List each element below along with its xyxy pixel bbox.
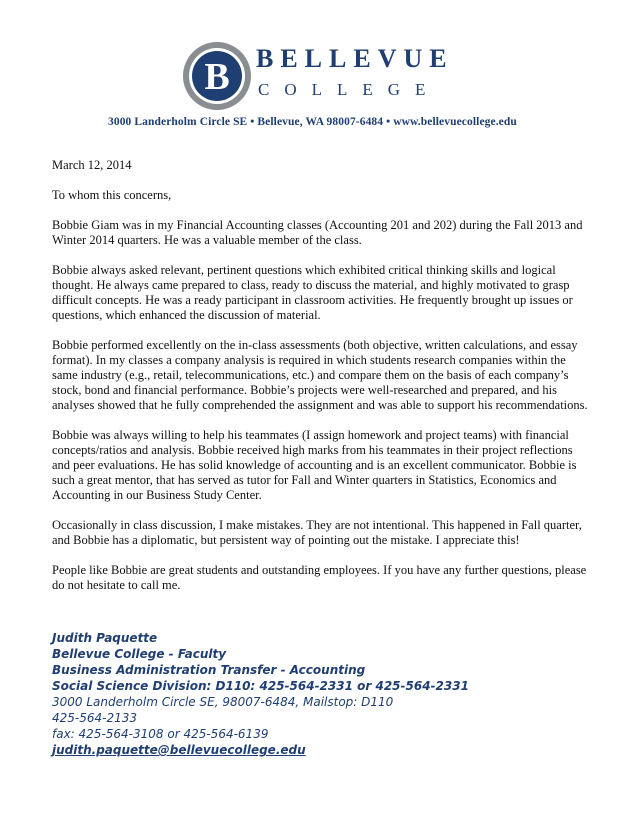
signature-division: Social Science Division: D110: 425-564-2331 or 425-564-2331: [52, 679, 469, 693]
logo-emblem-icon: [182, 40, 252, 112]
letter-date: March 12, 2014: [52, 158, 132, 172]
college-name-line2: COLLEGE: [258, 80, 441, 99]
signature-address: 3000 Landerholm Circle SE, 98007-6484, Mailstop: D110: [52, 695, 394, 709]
signature-block: [52, 630, 612, 758]
letter-paragraph-4: Bobbie was always willing to help his teammates (I assign homework and project teams) with financial concepts/ratios and analysis. Bobbie received high marks from his teammates in their project reflections and peer evaluations. He has solid knowledge of accounting and is an excellent communicator. Bobbie is such a great mentor, that has served as tutor for Fall and Winter quarters in Statistics, Economics and Accounting in our Business Study Center.: [52, 428, 577, 502]
letter-paragraph-5: Occasionally in class discussion, I make mistakes. They are not intentional. This happened in Fall quarter, and Bobbie has a diplomatic, but persistent way of pointing out the mistake. I appreciate this!: [52, 518, 582, 547]
signature-name: Judith Paquette: [52, 631, 158, 645]
letter-paragraph-2: Bobbie always asked relevant, pertinent questions which exhibited critical thinking skills and logical thought. He always came prepared to class, ready to discuss the material, and highly motivated to grasp difficult concepts. He was a ready participant in classroom activities. He frequently brought up issues or questions, which enhanced the discussion of material.: [52, 263, 573, 322]
signature-phone: 425-564-2133: [52, 711, 138, 725]
signature-title: Bellevue College - Faculty: [52, 647, 227, 661]
logo-letter: B: [204, 56, 230, 98]
signature-email-link[interactable]: judith.paquette@bellevuecollege.edu: [52, 743, 306, 757]
letterhead-address: 3000 Landerholm Circle SE • Bellevue, WA 98007-6484 • www.bellevuecollege.edu: [108, 116, 517, 128]
letter-body: [52, 158, 592, 608]
signature-fax: fax: 425-564-3108 or 425-564-6139: [52, 727, 269, 741]
college-name-line1: BELLEVUE: [256, 44, 454, 73]
letterhead: [0, 0, 638, 150]
signature-program: Business Administration Transfer - Accounting: [52, 663, 366, 677]
letter-salutation: To whom this concerns,: [52, 188, 172, 202]
college-logo: [182, 40, 252, 112]
letter-paragraph-3: Bobbie performed excellently on the in-class assessments (both objective, written calculations, and essay format). In my classes a company analysis is required in which students research companies within the same industry (e.g., retail, telecommunications, etc.) and compare them on the basis of each company’s stock, bond and financial performance. Bobbie’s projects were well-researched and prepared, and his analyses showed that he fully comprehended the assignment and was able to support his recommendations.: [52, 338, 588, 412]
letter-paragraph-1: Bobbie Giam was in my Financial Accounting classes (Accounting 201 and 202) during the Fall 2013 and Winter 2014 quarters. He was a valuable member of the class.: [52, 218, 583, 247]
letter-paragraph-6: People like Bobbie are great students and outstanding employees. If you have any further questions, please do not hesitate to call me.: [52, 563, 587, 592]
